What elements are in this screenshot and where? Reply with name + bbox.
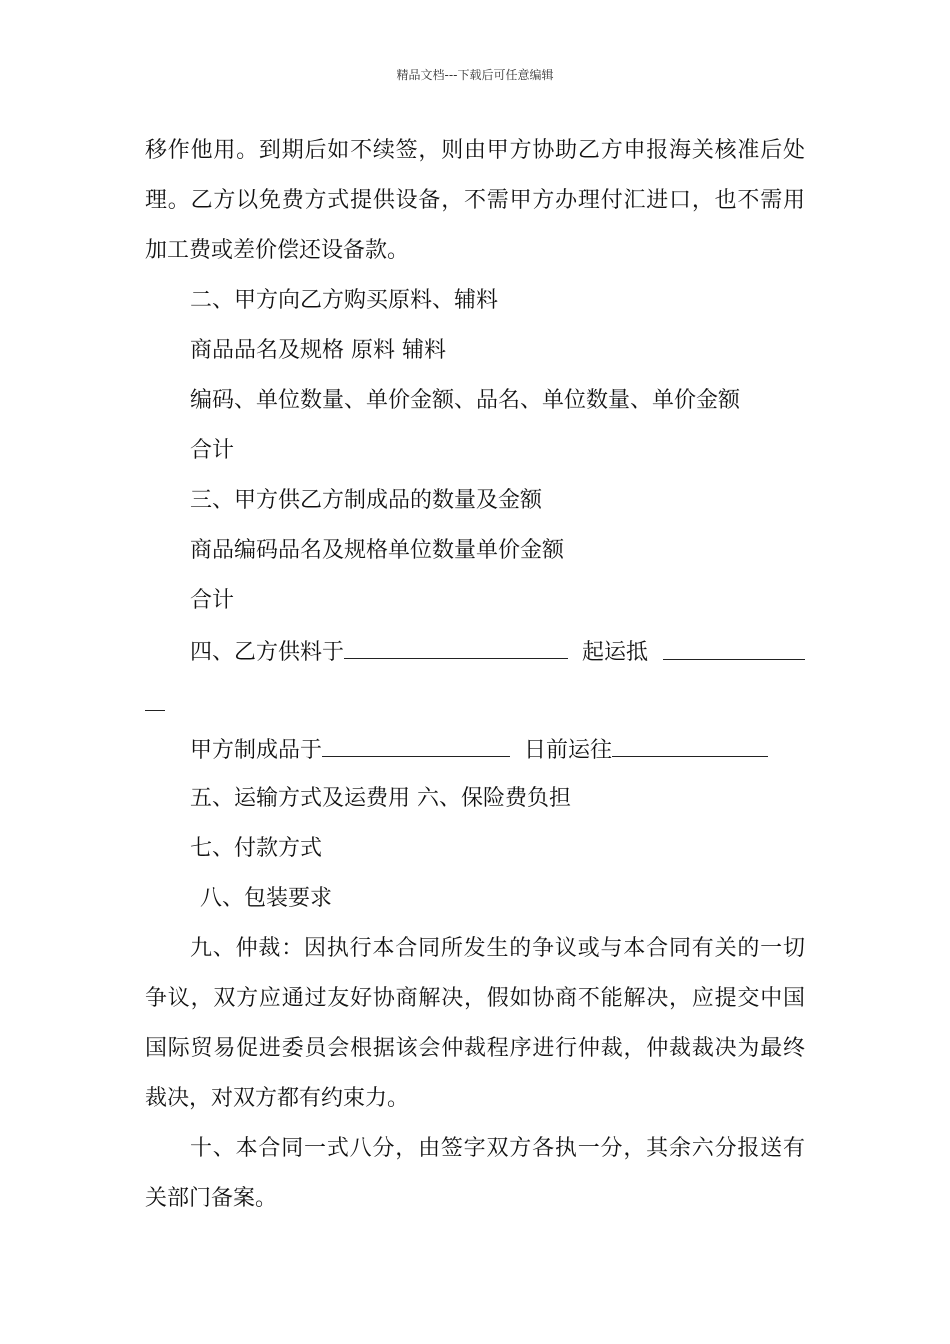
section-8-line: 八、包装要求 <box>200 886 333 911</box>
ship-to-blank[interactable] <box>612 734 768 757</box>
paragraph-line: 理。乙方以免费方式提供设备，不需甲方办理付汇进口，也不需用 <box>145 188 805 213</box>
section-9-line: 裁决，对双方都有约束力。 <box>145 1086 410 1111</box>
section-2-line: 商品品名及规格 原料 辅料 <box>190 338 446 363</box>
section-3-title: 三、甲方供乙方制成品的数量及金额 <box>190 488 543 513</box>
section-10-line: 关部门备案。 <box>145 1186 278 1211</box>
section-7-line: 七、付款方式 <box>190 836 323 861</box>
arrive-place-blank[interactable] <box>663 637 805 660</box>
section-3-line: 商品编码品名及规格单位数量单价金额 <box>190 538 565 563</box>
paragraph-line: 加工费或差价偿还设备款。 <box>145 238 410 263</box>
section-4-arrive-label: 起运抵 <box>582 640 649 665</box>
section-9-line: 九、仲裁：因执行本合同所发生的争议或与本合同有关的一切 <box>190 936 805 961</box>
section-2-line: 编码、单位数量、单价金额、品名、单位数量、单价金额 <box>190 388 741 413</box>
section-4-line <box>190 734 768 766</box>
section-5-line: 五、运输方式及运费用 六、保险费负担 <box>190 786 571 811</box>
section-4-line <box>190 636 648 668</box>
supply-date-blank[interactable] <box>344 636 568 659</box>
section-3-total: 合计 <box>190 588 235 613</box>
product-date-label: 甲方制成品于 <box>190 738 323 763</box>
page-header: 精品文档---下载后可任意编辑 <box>396 68 554 82</box>
section-9-line: 国际贸易促进委员会根据该会仲裁程序进行仲裁，仲裁裁决为最终 <box>145 1036 805 1061</box>
section-10-line: 十、本合同一式八分，由签字双方各执一分，其余六分报送有 <box>190 1136 805 1161</box>
paragraph-line: 移作他用。到期后如不续签，则由甲方协助乙方申报海关核准后处 <box>145 138 805 163</box>
ship-to-label: 日前运往 <box>524 738 613 763</box>
section-2-total: 合计 <box>190 438 235 463</box>
section-4-supply-label: 四、乙方供料于 <box>190 640 345 665</box>
product-date-blank[interactable] <box>322 734 510 757</box>
arrive-place-blank-continued[interactable] <box>145 688 165 711</box>
section-9-line: 争议，双方应通过友好协商解决，假如协商不能解决，应提交中国 <box>145 986 805 1011</box>
section-2-title: 二、甲方向乙方购买原料、辅料 <box>190 288 499 313</box>
